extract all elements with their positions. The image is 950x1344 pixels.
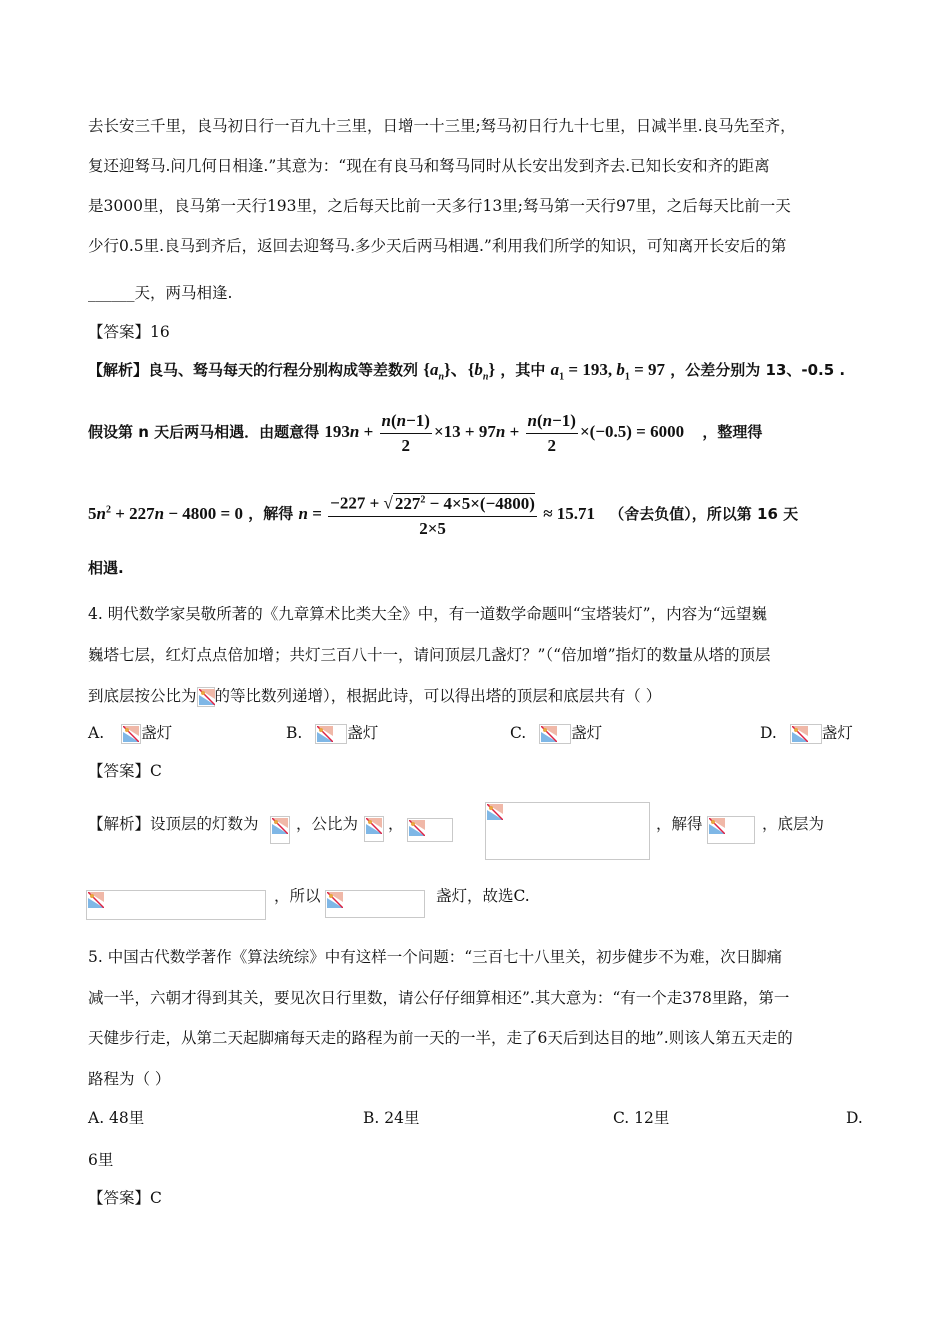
broken-image-icon [364,816,384,842]
option-c: C. 12里 [613,1109,670,1127]
option-unit: 盏灯 [571,724,603,742]
solution-text: ，其中 [500,361,546,379]
solution-text: ，底层为 [762,815,825,833]
text-line: 少行0.5里.良马到齐后，返回去迎驽马.多少天后两马相遇.”利用我们所学的知识，可知离开长安后的第 [88,237,787,255]
broken-image-icon [315,724,347,744]
solution-line [88,488,799,539]
solution-text: ，解得 [248,504,294,523]
solution-text: 盏灯，故选C. [436,887,530,905]
text-line: 减一半，六朝才得到其关，要见次日行里数，请公仔仔细算相还”.其大意为：“有一个走378里路，第一 [88,989,790,1007]
option-a: A. 48里 [88,1109,145,1127]
answer-label: 【答案】16 [88,323,170,341]
root-formula: n = $\frac{-227 + √ 227^2 - 4\times 5\times(-4800)}{2\times 5}$ ≈ 15.71 [298,504,599,523]
solution-text: ，所以 [274,887,321,905]
text-fragment: 到底层按公比为 [88,687,197,705]
solution-text: ， [388,815,404,833]
initial-terms-formula: $a_1 = 193$, $b_1 = 97$ [550,360,666,383]
option-b [286,723,378,744]
option-d [760,723,853,744]
text-line: 4. 明代数学家吴敬所著的《九章算术比类大全》中，有一道数学命题叫“宝塔装灯”，内容为“远望巍 [88,605,767,623]
broken-image-icon [539,724,571,744]
option-letter: D. [760,724,777,742]
option-letter: A. [88,724,105,742]
option-letter: B. [286,724,303,742]
option-unit: 盏灯 [347,724,379,742]
broken-image-icon [86,890,266,920]
sum-equation: 193n + $\frac{n(n-1)}{2}$ ×13 + 97n + $\frac{n(n-1)}{2}$ ×(−0.5) = 6000 [324,410,689,455]
option-unit: 盏灯 [821,724,853,742]
answer-label: 【答案】C [88,1189,162,1207]
solution-line: 相遇. [88,559,124,577]
broken-image-icon [270,816,290,844]
text-fragment: 的等比数列递增），根据此诗，可以得出塔的顶层和底层共有（ ） [214,687,662,705]
broken-image-icon [407,818,453,842]
option-letter: C. [510,724,527,742]
text-line: 复还迎驽马.问几何日相逢.”其意为：“现在有良马和驽马同时从长安出发到齐去.已知长安和齐的距离 [88,157,770,175]
solution-text: ，公比为 [296,815,359,833]
sequence-formula: $\{a_n\}$、$\{b_n\}$ [423,360,496,383]
text-line: 巍塔七层，红灯点点倍加增；共灯三百八十一，请问顶层几盏灯？”（“倍加增”指灯的数量从塔的顶层 [88,646,771,664]
solution-line [88,360,845,387]
quadratic-equation: $5n^2 + 227n - 4800 = 0$ [88,503,243,523]
broken-image-icon [485,802,650,860]
fill-blank-line: ______天，两马相逢. [88,284,233,302]
solution-text: 【解析】良马、驽马每天的行程分别构成等差数列 [88,361,419,379]
broken-image-icon [197,687,215,707]
solution-text: ，公差分别为 13、-0.5 . [670,361,846,379]
broken-image-icon [325,890,425,918]
text-line: 天健步行走，从第二天起脚痛每天走的路程为前一天的一半，走了6天后到达目的地”.则该人第五天走的 [88,1029,793,1047]
text-line: 是3000里，良马第一天行193里，之后每天比前一天多行13里;驽马第一天行97里，之后每天比前一天 [88,197,791,215]
solution-text: ，解得 [656,815,703,833]
solution-text: （舍去负值），所以第 16 天 [609,504,799,523]
text-line: 去长安三千里，良马初日行一百九十三里，日增一十三里;驽马初日行九十七里，日减半里.良马先至齐， [88,117,796,135]
broken-image-icon [707,816,755,844]
option-c [510,723,602,744]
solution-text: 假设第 n 天后两马相遇．由题意得 [88,423,320,441]
answer-label: 【答案】C [88,762,162,780]
option-a [88,723,172,744]
text-line: 路程为（ ） [88,1070,171,1088]
solution-line [88,410,762,458]
text-line [88,686,661,707]
broken-image-icon [121,724,141,744]
option-b: B. 24里 [363,1109,420,1127]
option-unit: 盏灯 [141,724,173,742]
text-line: 5. 中国古代数学著作《算法统综》中有这样一个问题：“三百七十八里关，初步健步不为难，次日脚痛 [88,948,783,966]
solution-text: 【解析】设顶层的灯数为 [88,815,259,833]
solution-text: ，整理得 [702,423,763,441]
option-d-value: 6里 [88,1151,114,1169]
broken-image-icon [790,724,822,744]
option-d: D. [846,1109,863,1127]
